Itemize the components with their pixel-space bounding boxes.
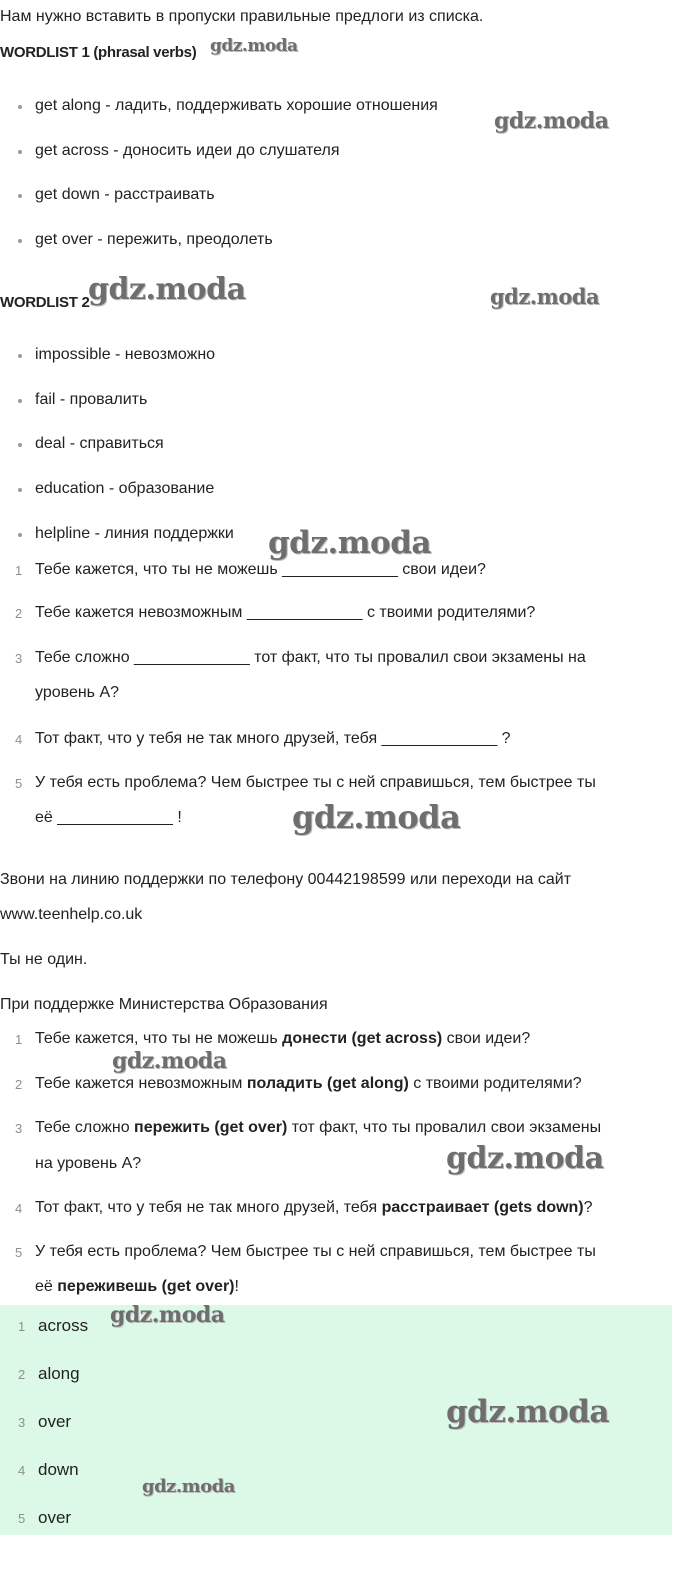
answer-highlight: поладить (get along) xyxy=(246,1075,409,1092)
translation-text: У тебя есть проблема? Чем быстрее ты с ней справишься, тем быстрее ты xyxy=(35,1243,596,1260)
item-number: 1 xyxy=(18,1319,26,1334)
list-item-text: deal - справиться xyxy=(35,435,164,452)
answer-highlight: пережить (get over) xyxy=(134,1119,288,1136)
translation-text: на уровень А? xyxy=(35,1155,142,1172)
watermark: gdz.moda xyxy=(446,1141,604,1176)
answer-word: over xyxy=(38,1412,72,1431)
list-item-text: get along - ладить, поддерживать хорошие отношения xyxy=(35,97,438,114)
list-item-text: fail - провалить xyxy=(35,391,148,408)
list-item-text: education - образование xyxy=(35,480,215,497)
exercise-text: её _____________ ! xyxy=(35,809,182,826)
answer-highlight: расстраивает (gets down) xyxy=(381,1199,584,1216)
watermark: gdz.moda xyxy=(112,1048,227,1074)
answer-word: across xyxy=(38,1316,89,1335)
watermark: gdz.moda xyxy=(292,798,461,836)
item-number: 5 xyxy=(15,1245,23,1260)
bullet-icon xyxy=(18,150,22,154)
helpline-text: Звони на линию поддержки по телефону 00442198599 или переходи на сайт xyxy=(0,871,572,888)
helpline-url: www.teenhelp.co.uk xyxy=(0,906,143,923)
answer-word: down xyxy=(38,1460,79,1479)
exercise-text: Тот факт, что у тебя не так много друзей, тебя _____________ ? xyxy=(35,730,511,747)
translation-text: Тот факт, что у тебя не так много друзей, тебя расстраивает (gets down)? xyxy=(35,1199,593,1216)
watermark: gdz.moda xyxy=(110,1302,225,1328)
item-number: 4 xyxy=(15,732,23,747)
item-number: 1 xyxy=(15,563,23,578)
list-item-text: impossible - невозможно xyxy=(35,346,216,363)
item-number: 5 xyxy=(15,776,23,791)
list-item-text: get over - пережить, преодолеть xyxy=(35,231,273,248)
answer-word: over xyxy=(38,1508,72,1527)
translation-text: её переживешь (get over)! xyxy=(35,1278,239,1295)
item-number: 2 xyxy=(15,606,23,621)
list-item-text: helpline - линия поддержки xyxy=(35,525,234,542)
translation-text: Тебе кажется, что ты не можешь донести (get across) свои идеи? xyxy=(35,1030,531,1047)
item-number: 1 xyxy=(15,1032,23,1047)
bullet-icon xyxy=(18,354,22,358)
item-number: 3 xyxy=(18,1415,26,1430)
answer-highlight: переживешь (get over) xyxy=(57,1278,235,1295)
intro-text: Нам нужно вставить в пропуски правильные предлоги из списка. xyxy=(0,8,484,25)
item-number: 3 xyxy=(15,1121,23,1136)
watermark: gdz.moda xyxy=(490,284,600,309)
item-number: 5 xyxy=(18,1511,26,1526)
bullet-icon xyxy=(18,194,22,198)
list-item-text: get down - расстраивать xyxy=(35,186,215,203)
watermark: gdz.moda xyxy=(142,1476,235,1497)
bullet-icon xyxy=(18,488,22,492)
item-number: 4 xyxy=(15,1201,23,1216)
answer-highlight: донести (get across) xyxy=(282,1030,443,1047)
support-text: При поддержке Министерства Образования xyxy=(0,996,328,1013)
watermark: gdz.moda xyxy=(446,1394,609,1430)
item-number: 4 xyxy=(18,1463,26,1478)
exercise-text: Тебе кажется невозможным _____________ с твоими родителями? xyxy=(35,604,536,621)
watermark: gdz.moda xyxy=(88,272,246,307)
exercise-text: уровень А? xyxy=(35,684,120,701)
item-number: 3 xyxy=(15,651,23,666)
watermark: gdz.moda xyxy=(494,108,609,134)
wordlist2-heading: WORDLIST 2 xyxy=(0,294,90,311)
bullet-icon xyxy=(18,105,22,109)
bullet-icon xyxy=(18,443,22,447)
exercise-text: У тебя есть проблема? Чем быстрее ты с ней справишься, тем быстрее ты xyxy=(35,774,596,791)
exercise-text: Тебе кажется, что ты не можешь _____________ свои идеи? xyxy=(35,561,486,578)
not-alone-text: Ты не один. xyxy=(0,951,88,968)
watermark: gdz.moda xyxy=(210,36,298,56)
watermark: gdz.moda xyxy=(268,525,431,561)
bullet-icon xyxy=(18,239,22,243)
bullet-icon xyxy=(18,399,22,403)
item-number: 2 xyxy=(18,1367,26,1382)
wordlist1-heading: WORDLIST 1 (phrasal verbs) xyxy=(0,44,197,61)
translation-text: Тебе сложно пережить (get over) тот факт, что ты провалил свои экзамены xyxy=(35,1119,602,1136)
bullet-icon xyxy=(18,533,22,537)
answer-word: along xyxy=(38,1364,80,1383)
item-number: 2 xyxy=(15,1077,23,1092)
exercise-text: Тебе сложно _____________ тот факт, что ты провалил свои экзамены на xyxy=(35,649,586,666)
translation-text: Тебе кажется невозможным поладить (get along) с твоими родителями? xyxy=(35,1075,582,1092)
list-item-text: get across - доносить идеи до слушателя xyxy=(35,142,340,159)
